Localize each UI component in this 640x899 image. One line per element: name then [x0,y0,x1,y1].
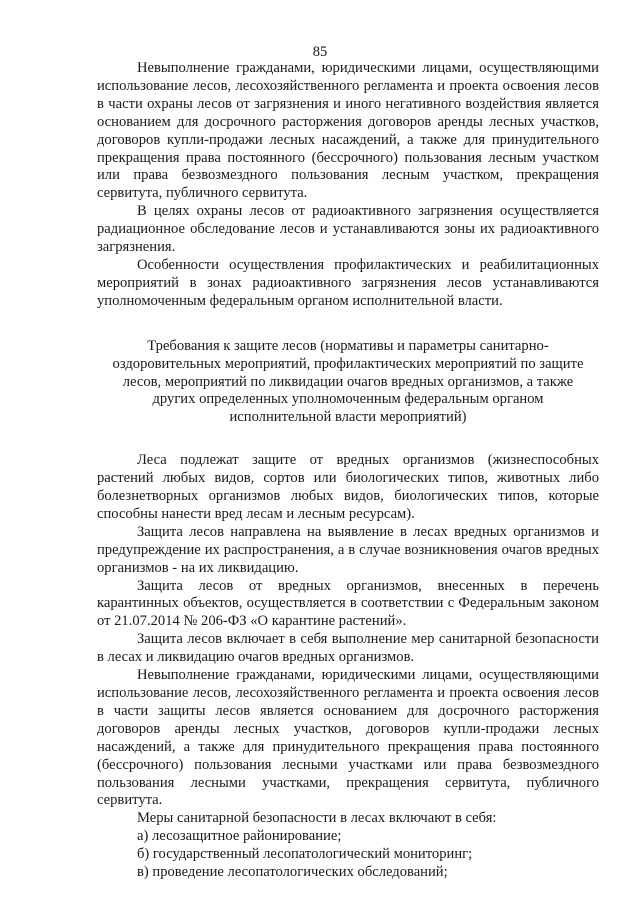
paragraph-measures-intro: Меры санитарной безопасности в лесах включают в себя: [137,810,497,827]
paragraph-harmful-organisms: Леса подлежат защите от вредных организмов (жизнеспособных растений любых видов, сортов или биологических типов, животных либо болезнетворных организмов любых видов, биологических типов, которые способны нанести вред лесам и лесным ресурсам). [97,452,599,522]
paragraph-non-compliance-defense: Невыполнение гражданами, юридическими лицами, осуществляющими использование лесов, лесохозяйственного регламента и проекта освоения лесов в части защиты лесов является основанием для досрочного расторжения договоров аренды лесных участков, договоров купли-продажи лесных насаждений, а также для принудительного прекращения права постоянного (бессрочного) пользования лесными участками или права безвозмездного пользования лесными участками, прекращения сервитута, публичного сервитута. [97,667,599,809]
paragraph-protection-aim: Защита лесов направлена на выявление в лесах вредных организмов и предупреждение их распространения, а в случае возникновения очагов вредных организмов - на их ликвидацию. [97,523,599,576]
paragraph-non-compliance-protection: Невыполнение гражданами, юридическими лицами, осуществляющими использование лесов, лесохозяйственного регламента и проекта освоения лесов в части охраны лесов от загрязнения и иного негативного воздействия является основанием для досрочного расторжения договоров аренды лесных участков, договоров купли-продажи лесных насаждений, а также для принудительного прекращения права постоянного (бессрочного) пользования лесным участком или права безвозмездного пользования лесным участком, прекращения сервитута, публичного сервитута. [97,60,599,202]
paragraph-quarantine: Защита лесов от вредных организмов, внесенных в перечень карантинных объектов, осуществляется в соответствии с Федеральным законом от 21.07.2014 № 206-ФЗ «О карантине растений». [97,577,599,630]
paragraph-radiation-zones: Особенности осуществления профилактических и реабилитационных мероприятий в зонах радиоактивного загрязнения лесов устанавливаются уполномоченным федеральным органом исполнительной власти. [97,256,599,309]
page-number: 85 [312,44,328,60]
document-body [97,60,599,882]
list-item: б) государственный лесопатологический мониторинг; [137,846,473,863]
list-item: в) проведение лесопатологических обследований; [137,864,448,881]
section-heading: Требования к защите лесов (нормативы и параметры санитарно-оздоровительных мероприятий, профилактических мероприятий по защите лесов, мероприятий по ликвидации очагов вредных организмов, а также других определенных уполномоченным федеральным органом исполнительной власти мероприятий) [112,337,584,426]
list-item: а) лесозащитное районирование; [137,828,342,845]
paragraph-sanitary-measures: Защита лесов включает в себя выполнение мер санитарной безопасности в лесах и ликвидацию очагов вредных организмов. [97,631,599,666]
paragraph-radiation-survey: В целях охраны лесов от радиоактивного загрязнения осуществляется радиационное обследование лесов и устанавливаются зоны их радиоактивного загрязнения. [97,203,599,256]
